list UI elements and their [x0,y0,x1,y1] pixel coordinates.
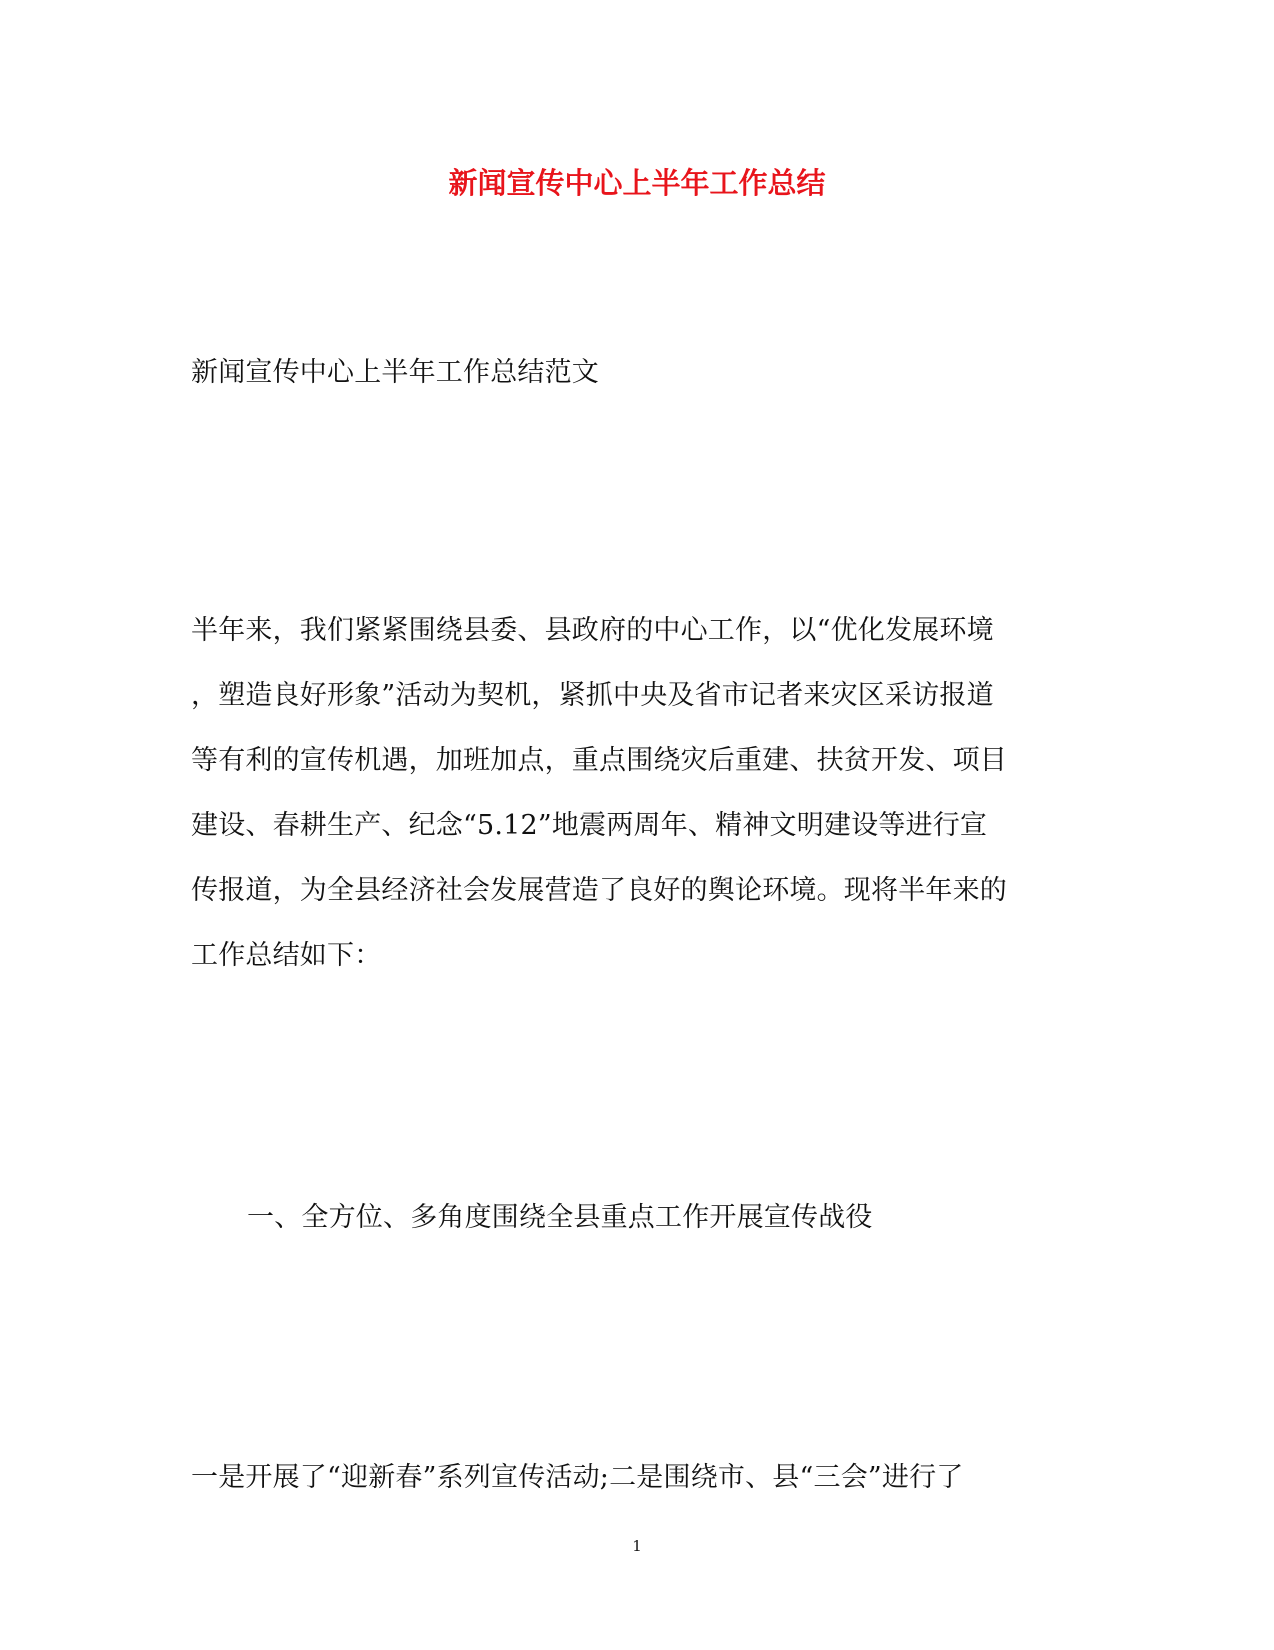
paragraph-line: ，塑造良好形象”活动为契机，紧抓中央及省市记者来灾区采访报道 [191,680,994,711]
paragraph-line: 传报道，为全县经济社会发展营造了良好的舆论环境。现将半年来的 [191,875,1007,906]
paragraph-line: 建设、春耕生产、纪念“5.12”地震两周年、精神文明建设等进行宣 [191,810,988,841]
paragraph-line: 工作总结如下： [191,940,382,971]
document-subtitle: 新闻宣传中心上半年工作总结范文 [191,357,599,388]
section-paragraph: 一是开展了“迎新春”系列宣传活动;二是围绕市、县“三会”进行了 [191,1462,964,1493]
page-number: 1 [632,1537,642,1555]
section-heading: 一、全方位、多角度围绕全县重点工作开展宣传战役 [247,1202,873,1233]
paragraph-line: 半年来，我们紧紧围绕县委、县政府的中心工作，以“优化发展环境 [191,615,994,646]
paragraph-line: 等有利的宣传机遇，加班加点，重点围绕灾后重建、扶贫开发、项目 [191,745,1007,776]
intro-paragraph [191,598,1007,988]
document-title: 新闻宣传中心上半年工作总结 [448,166,826,200]
